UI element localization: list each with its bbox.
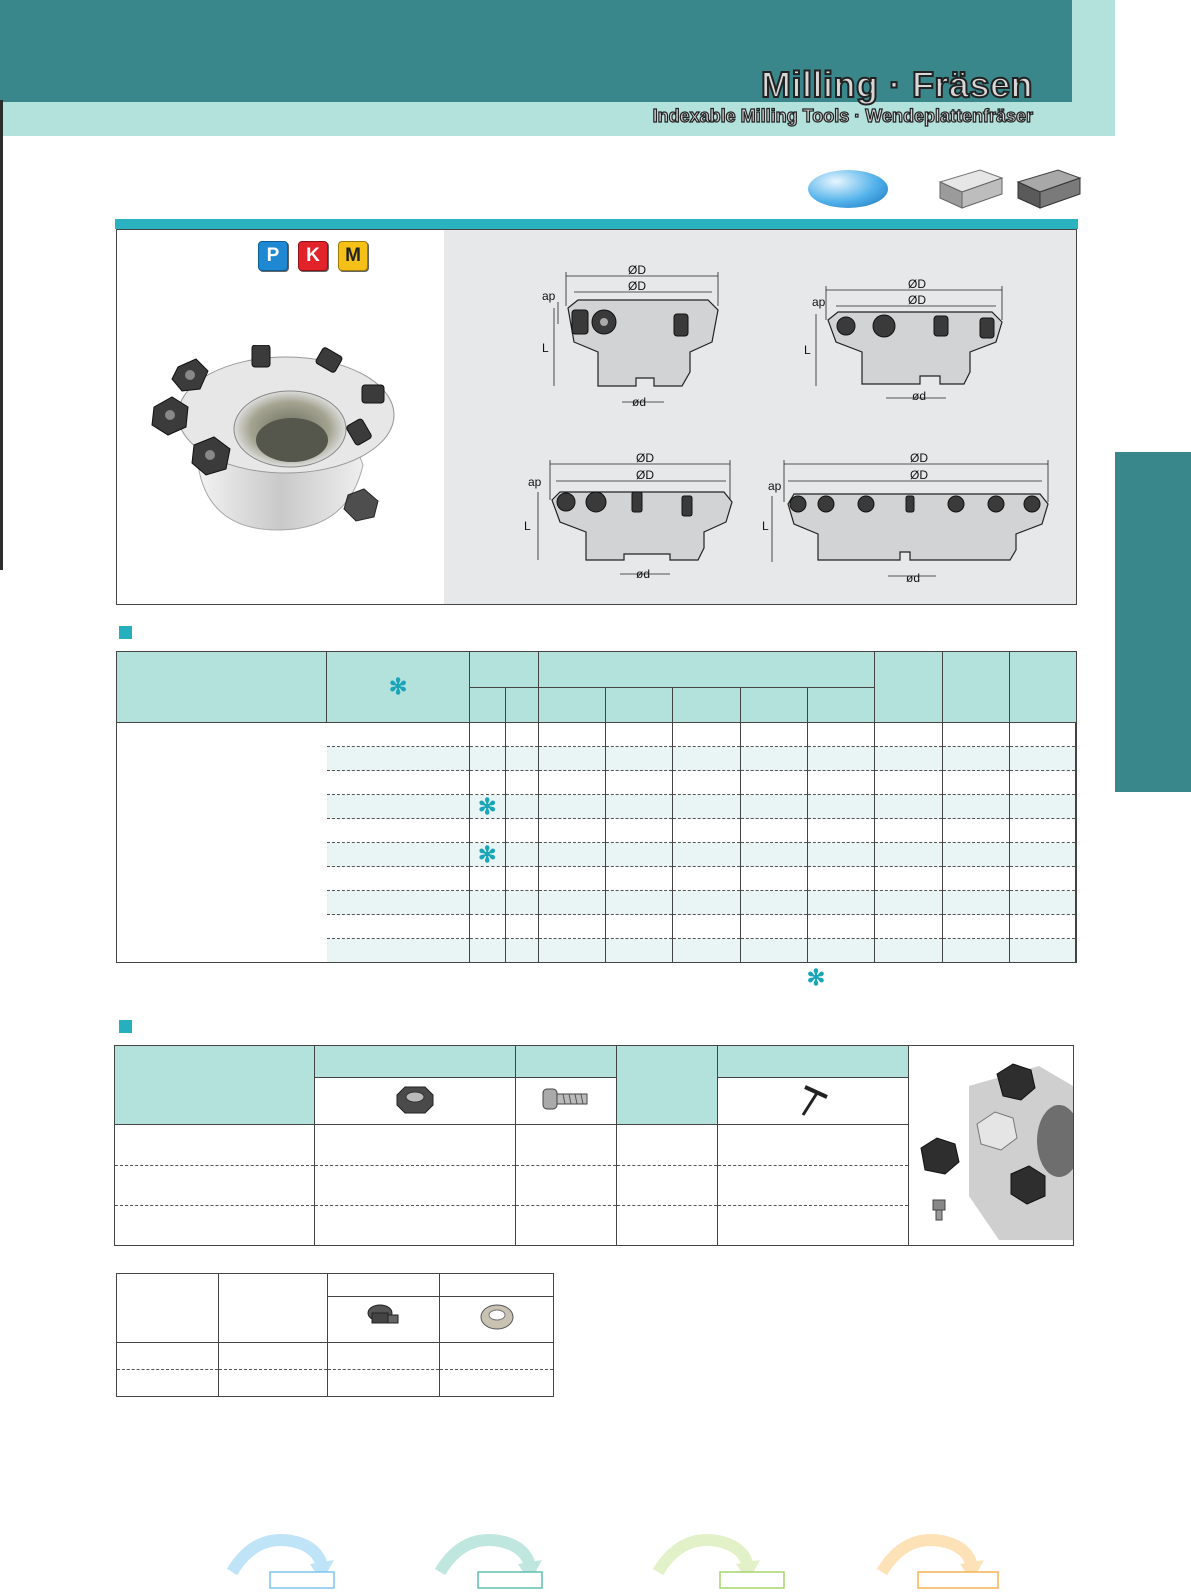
section-marker-1 bbox=[119, 626, 132, 639]
dimension-drawing-1 bbox=[540, 262, 740, 412]
svg-text:L: L bbox=[762, 519, 769, 533]
arbor-bolt-icon bbox=[362, 1297, 406, 1337]
dimension-drawing-2 bbox=[800, 276, 1020, 416]
svg-text:ØD: ØD bbox=[910, 451, 928, 465]
nav-arrow-blue-icon[interactable] bbox=[226, 1530, 342, 1590]
nav-arrow-teal-icon[interactable] bbox=[434, 1530, 550, 1590]
svg-text:ød: ød bbox=[632, 395, 647, 409]
svg-text:ØD: ØD bbox=[636, 451, 654, 465]
material-badge-k: K bbox=[298, 241, 328, 271]
svg-text:ØD: ØD bbox=[908, 277, 926, 291]
svg-text:ØD: ØD bbox=[628, 263, 646, 277]
svg-text:ØD: ØD bbox=[908, 293, 926, 307]
table-row bbox=[117, 1370, 554, 1397]
material-badge-p: P bbox=[258, 241, 288, 271]
block-dark-icon bbox=[1014, 164, 1084, 212]
cutter-detail-photo bbox=[909, 1046, 1073, 1240]
svg-text:L: L bbox=[804, 343, 811, 357]
svg-text:ap: ap bbox=[528, 475, 542, 489]
material-badge-m: M bbox=[338, 241, 368, 271]
svg-text:ød: ød bbox=[636, 567, 651, 581]
availability-star: ✻ bbox=[469, 795, 505, 819]
table-row bbox=[117, 1343, 554, 1370]
svg-text:ap: ap bbox=[812, 295, 826, 309]
section-accent-bar bbox=[115, 219, 1078, 229]
t-handle-key-icon bbox=[791, 1079, 835, 1119]
svg-text:ØD: ØD bbox=[628, 279, 646, 293]
nav-arrow-orange-icon[interactable] bbox=[876, 1530, 1006, 1590]
dimension-drawing-3 bbox=[520, 450, 740, 590]
table-row bbox=[117, 723, 1077, 747]
cutter-detail-photo-cell bbox=[908, 1046, 1073, 1246]
dimension-drawing-4 bbox=[760, 450, 1060, 590]
left-rule bbox=[0, 100, 3, 570]
mounting-parts-table bbox=[116, 1273, 554, 1397]
svg-text:ød: ød bbox=[906, 571, 921, 585]
octagonal-insert-icon bbox=[393, 1081, 437, 1117]
svg-text:ap: ap bbox=[542, 289, 556, 303]
block-light-icon bbox=[936, 164, 1006, 212]
ellipse-icon bbox=[808, 170, 888, 208]
svg-text:L: L bbox=[542, 341, 549, 355]
svg-text:ød: ød bbox=[912, 389, 927, 403]
clamp-screw-icon bbox=[539, 1081, 593, 1117]
spare-parts-table bbox=[114, 1045, 1074, 1246]
svg-text:L: L bbox=[524, 519, 531, 533]
footnote-star: ✻ bbox=[806, 965, 826, 990]
availability-star: ✻ bbox=[469, 843, 505, 867]
section-marker-2 bbox=[119, 1020, 132, 1033]
chapter-side-tab[interactable] bbox=[1115, 452, 1191, 792]
svg-text:ap: ap bbox=[768, 479, 782, 493]
page-subtitle: Indexable Milling Tools · Wendeplattenfräser bbox=[652, 106, 1033, 126]
svg-text:ØD: ØD bbox=[910, 468, 928, 482]
milling-cutter-photo bbox=[148, 345, 400, 535]
header-corner bbox=[1072, 0, 1115, 136]
availability-star-header: ✻ bbox=[327, 652, 470, 723]
washer-icon bbox=[475, 1297, 519, 1337]
svg-text:ØD: ØD bbox=[636, 468, 654, 482]
nav-arrow-green-icon[interactable] bbox=[652, 1530, 788, 1590]
product-spec-table bbox=[116, 651, 1077, 963]
page-title: Milling · Fräsen bbox=[760, 64, 1033, 105]
